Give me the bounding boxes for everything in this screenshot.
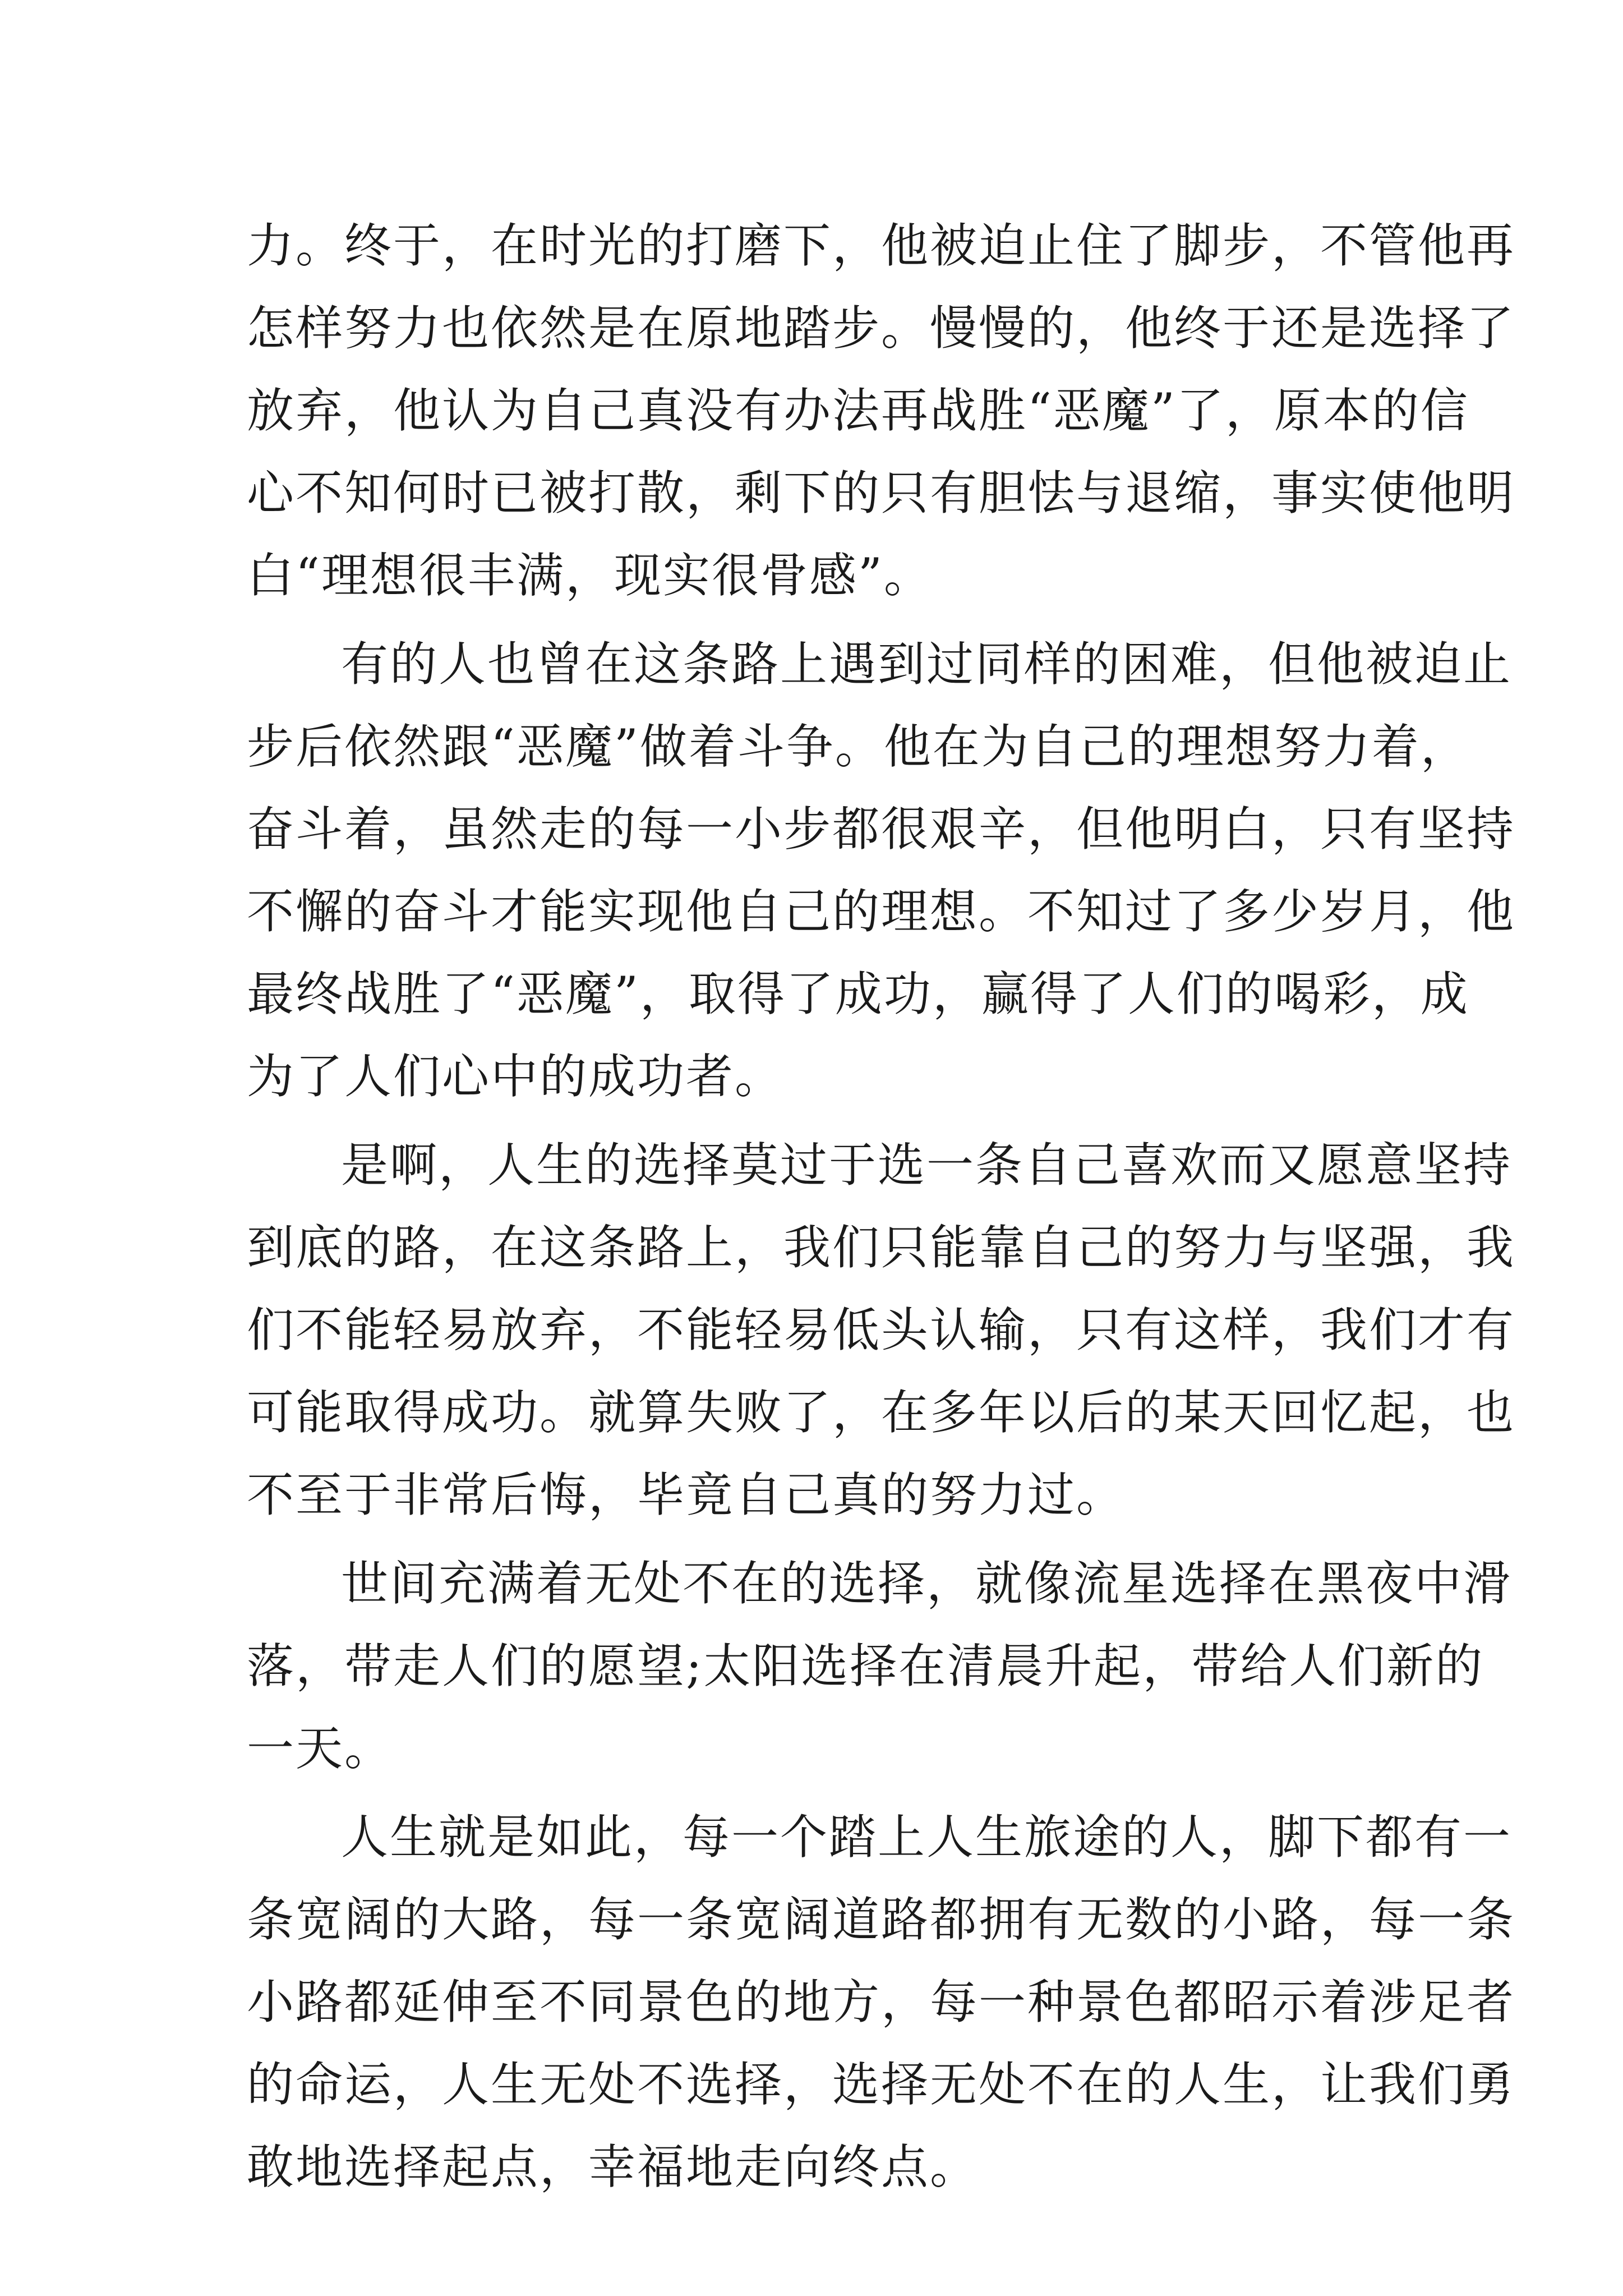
text-line: 心不知何时已被打散，剩下的只有胆怯与退缩，事实使他明	[247, 466, 1516, 521]
text-line: 奋斗着，虽然走的每一小步都很艰辛，但他明白，只有坚持	[247, 802, 1516, 857]
text-line: 的命运，人生无处不选择，选择无处不在的人生，让我们勇	[247, 2057, 1516, 2112]
text-line: 力。终于，在时光的打磨下，他被迫止住了脚步，不管他再	[247, 218, 1516, 273]
text-line: 世间充满着无处不在的选择，就像流星选择在黑夜中滑	[341, 1556, 1513, 1611]
text-line: 小路都延伸至不同景色的地方，每一种景色都昭示着涉足者	[247, 1975, 1516, 2030]
paragraph-2	[247, 623, 1516, 1118]
paragraph-spacer	[247, 1790, 1391, 1796]
body-text	[247, 205, 1516, 2208]
text-line: 不至于非常后悔，毕竟自己真的努力过。	[247, 1467, 1126, 1522]
text-line: 有的人也曾在这条路上遇到过同样的困难，但他被迫止	[341, 637, 1513, 692]
paragraph-spacer	[247, 617, 1391, 623]
paragraph-5	[247, 1796, 1516, 2208]
text-line: 们不能轻易放弃，不能轻易低头认输，只有这样，我们才有	[247, 1303, 1516, 1358]
text-line: 人生就是如此，每一个踏上人生旅途的人，脚下都有一	[341, 1810, 1513, 1865]
paragraph-1	[247, 205, 1516, 617]
paragraph-3	[247, 1124, 1516, 1536]
text-line: 不懈的奋斗才能实现他自己的理想。不知过了多少岁月，他	[247, 884, 1516, 939]
text-line: 是啊，人生的选择莫过于选一条自己喜欢而又愿意坚持	[341, 1138, 1513, 1193]
text-line: 步后依然跟“恶魔”做着斗争。他在为自己的理想努力着，	[247, 719, 1469, 774]
text-line: 一天。	[247, 1721, 394, 1776]
text-line: 到底的路，在这条路上，我们只能靠自己的努力与坚强，我	[247, 1220, 1516, 1275]
text-line: 可能取得成功。就算失败了，在多年以后的某天回忆起，也	[247, 1385, 1516, 1440]
text-line: 条宽阔的大路，每一条宽阔道路都拥有无数的小路，每一条	[247, 1892, 1516, 1947]
text-line: 怎样努力也依然是在原地踏步。慢慢的，他终于还是选择了	[247, 301, 1516, 356]
text-line: 落，带走人们的愿望;太阳选择在清晨升起，带给人们新的	[247, 1639, 1484, 1694]
paragraph-spacer	[247, 1118, 1391, 1124]
paragraph-spacer	[247, 1536, 1391, 1543]
text-line: 为了人们心中的成功者。	[247, 1049, 784, 1104]
paragraph-4	[247, 1543, 1513, 1790]
text-line: 放弃，他认为自己真没有办法再战胜“恶魔”了，原本的信	[247, 383, 1469, 438]
text-line: 最终战胜了“恶魔”，取得了成功，赢得了人们的喝彩，成	[247, 967, 1469, 1022]
text-line: 白“理想很丰满，现实很骨感”。	[247, 548, 933, 603]
text-line: 敢地选择起点，幸福地走向终点。	[247, 2139, 979, 2194]
